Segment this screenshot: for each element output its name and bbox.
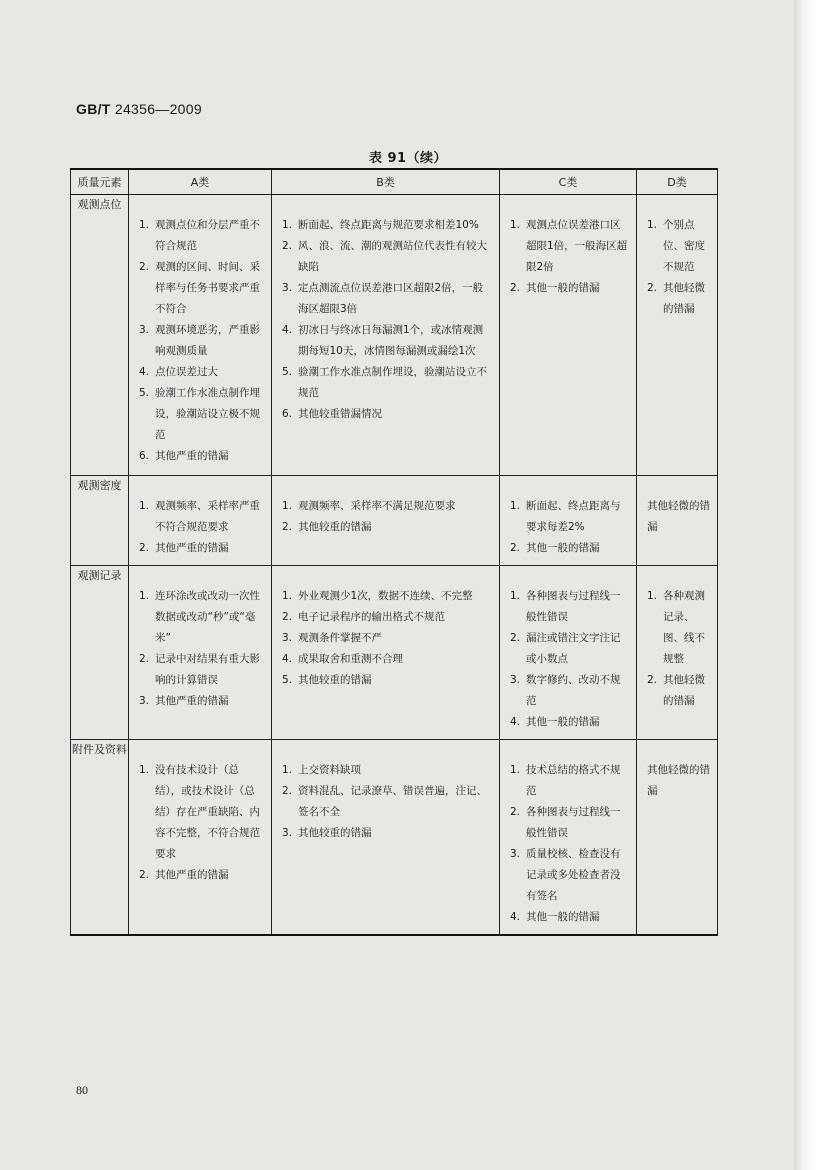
item-number: 2. xyxy=(139,261,150,273)
item-text: 初冰日与终冰日每漏测1个，或冰情观测期每短10天，冰情图每漏测或漏绘1次 xyxy=(298,324,484,357)
item-text: 记录中对结果有重大影响的计算错误 xyxy=(155,653,260,686)
item-number: 5. xyxy=(282,674,293,686)
item-text: 验潮工作水准点制作埋设，验潮站设立极不规范 xyxy=(155,387,260,441)
error-item xyxy=(510,628,630,670)
item-text: 其他轻微的错漏 xyxy=(647,500,710,533)
class-b-cell xyxy=(272,195,500,476)
item-text: 其他严重的错漏 xyxy=(155,450,229,462)
page-number: 80 xyxy=(76,1083,88,1097)
item-text: 质量校核、检查没有记录或多处检查者没有签名 xyxy=(526,848,621,902)
error-item xyxy=(139,215,265,257)
class-a-cell xyxy=(129,476,272,566)
error-item xyxy=(282,496,493,517)
item-text: 上交资料缺项 xyxy=(298,764,361,776)
item-number: 1. xyxy=(139,219,150,231)
item-number: 1. xyxy=(282,764,293,776)
error-item xyxy=(647,586,711,670)
error-item xyxy=(282,404,493,425)
item-number: 1. xyxy=(510,764,521,776)
error-list xyxy=(272,476,499,544)
error-item xyxy=(139,362,265,383)
item-text: 断面起、终点距离与规范要求相差10% xyxy=(298,219,479,231)
item-number: 5. xyxy=(282,366,293,378)
item-number: 4. xyxy=(510,716,521,728)
page-edge xyxy=(794,0,816,1170)
item-number: 1. xyxy=(647,590,658,602)
error-list xyxy=(637,566,717,718)
standard-code-number: 24356—2009 xyxy=(114,101,202,117)
error-item xyxy=(282,517,493,538)
error-item xyxy=(510,496,630,538)
item-number: 2. xyxy=(282,785,293,797)
item-number: 3. xyxy=(139,324,150,336)
item-text: 其他严重的错漏 xyxy=(155,695,229,707)
error-item xyxy=(139,383,265,446)
error-item xyxy=(647,278,711,320)
item-number: 6. xyxy=(139,450,150,462)
item-number: 3. xyxy=(282,282,293,294)
error-item xyxy=(510,802,630,844)
quality-element-cell: 观测点位 xyxy=(71,195,129,476)
class-b-cell xyxy=(272,476,500,566)
error-item xyxy=(510,538,630,559)
class-d-cell xyxy=(637,566,718,740)
error-list xyxy=(129,740,271,892)
item-text: 断面起、终点距离与要求每差2% xyxy=(526,500,621,533)
table-row xyxy=(71,195,718,476)
item-number: 2. xyxy=(510,542,521,554)
item-text: 观测频率、采样率严重不符合规范要求 xyxy=(155,500,260,533)
class-c-cell xyxy=(500,740,637,936)
item-number: 2. xyxy=(282,521,293,533)
error-item xyxy=(139,257,265,320)
class-a-cell xyxy=(129,740,272,936)
error-list xyxy=(500,566,636,739)
quality-element-cell: 观测记录 xyxy=(71,566,129,740)
item-number: 2. xyxy=(510,806,521,818)
item-number: 3. xyxy=(139,695,150,707)
item-text: 其他较重的错漏 xyxy=(298,674,372,686)
item-number: 2. xyxy=(282,240,293,252)
error-item xyxy=(139,320,265,362)
item-text: 个别点位、密度不规范 xyxy=(663,219,705,273)
class-d-cell xyxy=(637,195,718,476)
table-row xyxy=(71,740,718,936)
class-c-cell xyxy=(500,566,637,740)
item-number: 3. xyxy=(282,827,293,839)
class-d-cell xyxy=(637,740,718,936)
item-text: 电子记录程序的输出格式不规范 xyxy=(298,611,445,623)
class-d-cell xyxy=(637,476,718,566)
item-text: 各种图表与过程线一般性错误 xyxy=(526,590,621,623)
error-item xyxy=(282,215,493,236)
item-number: 1. xyxy=(139,590,150,602)
item-number: 1. xyxy=(510,500,521,512)
item-number: 4. xyxy=(510,911,521,923)
item-number: 1. xyxy=(282,219,293,231)
item-text: 技术总结的格式不规范 xyxy=(526,764,621,797)
error-list xyxy=(272,566,499,697)
error-item xyxy=(139,865,265,886)
item-text: 验潮工作水准点制作埋设，验潮站设立不规范 xyxy=(298,366,487,399)
item-text: 风、浪、流、潮的观测站位代表性有较大缺陷 xyxy=(298,240,487,273)
error-item xyxy=(282,607,493,628)
error-item xyxy=(139,538,265,559)
class-a-cell xyxy=(129,566,272,740)
error-item xyxy=(510,907,630,928)
quality-element-cell: 附件及资料 xyxy=(71,740,129,936)
error-list xyxy=(500,195,636,305)
error-list xyxy=(272,740,499,850)
col-header-a: A类 xyxy=(129,169,272,195)
item-number: 4. xyxy=(282,324,293,336)
error-list xyxy=(500,740,636,934)
error-item xyxy=(282,760,493,781)
error-item xyxy=(139,649,265,691)
error-item xyxy=(282,320,493,362)
item-text: 其他轻微的错漏 xyxy=(663,674,705,707)
table-row xyxy=(71,476,718,566)
item-text: 观测频率、采样率不满足规范要求 xyxy=(298,500,456,512)
error-list xyxy=(637,476,717,544)
item-number: 4. xyxy=(282,653,293,665)
item-text: 成果取舍和重测不合理 xyxy=(298,653,403,665)
item-number: 6. xyxy=(282,408,293,420)
item-text: 各种观测记录、图、线不规整 xyxy=(663,590,705,665)
error-item xyxy=(282,823,493,844)
error-list xyxy=(129,566,271,718)
item-number: 5. xyxy=(139,387,150,399)
class-b-cell xyxy=(272,740,500,936)
item-number: 2. xyxy=(510,632,521,644)
item-text: 定点测流点位误差港口区超限2倍，一般海区超限3倍 xyxy=(298,282,484,315)
item-text: 观测的区间、时间、采样率与任务书要求严重不符合 xyxy=(155,261,260,315)
error-item xyxy=(282,670,493,691)
item-number: 4. xyxy=(139,366,150,378)
class-b-cell xyxy=(272,566,500,740)
item-number: 1. xyxy=(139,764,150,776)
error-item xyxy=(510,670,630,712)
item-number: 1. xyxy=(510,219,521,231)
item-number: 2. xyxy=(647,282,658,294)
item-text: 其他一般的错漏 xyxy=(526,542,600,554)
item-text: 观测点位和分层严重不符合规范 xyxy=(155,219,260,252)
item-number: 3. xyxy=(510,848,521,860)
error-item xyxy=(139,446,265,467)
error-item xyxy=(282,628,493,649)
error-item xyxy=(139,586,265,649)
class-a-cell xyxy=(129,195,272,476)
item-text: 观测点位误差港口区超限1倍，一般海区超限2倍 xyxy=(526,219,628,273)
item-number: 2. xyxy=(510,282,521,294)
item-text: 其他较重的错漏 xyxy=(298,521,372,533)
error-item xyxy=(510,844,630,907)
item-text: 其他轻微的错漏 xyxy=(647,764,710,797)
col-header-d: D类 xyxy=(637,169,718,195)
error-item xyxy=(647,670,711,712)
error-list xyxy=(637,740,717,808)
item-number: 3. xyxy=(282,632,293,644)
error-item xyxy=(139,760,265,865)
item-text: 其他一般的错漏 xyxy=(526,282,600,294)
table-header-row xyxy=(71,169,718,195)
quality-error-table xyxy=(70,168,718,936)
col-header-b: B类 xyxy=(272,169,500,195)
class-c-cell xyxy=(500,476,637,566)
item-text: 漏注或错注文字注记或小数点 xyxy=(526,632,621,665)
error-list xyxy=(272,195,499,431)
item-number: 3. xyxy=(510,674,521,686)
item-text: 连环涂改或改动一次性数据或改动“秒”或“毫米” xyxy=(155,590,260,644)
error-item xyxy=(647,760,711,802)
error-item xyxy=(647,215,711,278)
standard-code-prefix: GB/T xyxy=(76,101,111,117)
item-text: 资料混乱、记录潦草、错误普遍，注记、签名不全 xyxy=(298,785,487,818)
class-c-cell xyxy=(500,195,637,476)
item-text: 其他一般的错漏 xyxy=(526,911,600,923)
table-title: 表 91（续） xyxy=(368,151,448,166)
error-item xyxy=(282,278,493,320)
error-item xyxy=(282,586,493,607)
col-header-element: 质量元素 xyxy=(71,169,129,195)
item-text: 其他严重的错漏 xyxy=(155,869,229,881)
error-item xyxy=(510,712,630,733)
item-text: 点位误差过大 xyxy=(155,366,218,378)
item-text: 其他一般的错漏 xyxy=(526,716,600,728)
standard-code xyxy=(76,101,202,117)
error-item xyxy=(510,215,630,278)
item-text: 观测环境恶劣，严重影响观测质量 xyxy=(155,324,260,357)
error-list xyxy=(129,476,271,565)
error-item xyxy=(282,362,493,404)
error-item xyxy=(282,781,493,823)
item-number: 1. xyxy=(282,590,293,602)
item-text: 其他较重错漏情况 xyxy=(298,408,382,420)
table-row xyxy=(71,566,718,740)
item-number: 2. xyxy=(139,653,150,665)
item-number: 1. xyxy=(282,500,293,512)
item-text: 数字修约、改动不规范 xyxy=(526,674,621,707)
item-text: 外业观测少1次，数据不连续、不完整 xyxy=(298,590,473,602)
item-number: 2. xyxy=(282,611,293,623)
error-item xyxy=(510,760,630,802)
item-number: 1. xyxy=(510,590,521,602)
error-item xyxy=(510,278,630,299)
error-list xyxy=(129,195,271,473)
item-text: 各种图表与过程线一般性错误 xyxy=(526,806,621,839)
error-list xyxy=(637,195,717,326)
error-list xyxy=(500,476,636,565)
item-number: 2. xyxy=(647,674,658,686)
error-item xyxy=(510,586,630,628)
item-text: 其他较重的错漏 xyxy=(298,827,372,839)
item-number: 1. xyxy=(647,219,658,231)
item-text: 其他严重的错漏 xyxy=(155,542,229,554)
item-text: 观测条件掌握不严 xyxy=(298,632,382,644)
error-item xyxy=(139,496,265,538)
error-item xyxy=(282,649,493,670)
quality-element-cell: 观测密度 xyxy=(71,476,129,566)
item-text: 其他轻微的错漏 xyxy=(663,282,705,315)
item-number: 1. xyxy=(139,500,150,512)
error-item xyxy=(647,496,711,538)
item-number: 2. xyxy=(139,869,150,881)
error-item xyxy=(139,691,265,712)
error-item xyxy=(282,236,493,278)
item-number: 2. xyxy=(139,542,150,554)
col-header-c: C类 xyxy=(500,169,637,195)
item-text: 没有技术设计（总结），或技术设计（总结）存在严重缺陷、内容不完整，不符合规范要求 xyxy=(155,764,260,860)
